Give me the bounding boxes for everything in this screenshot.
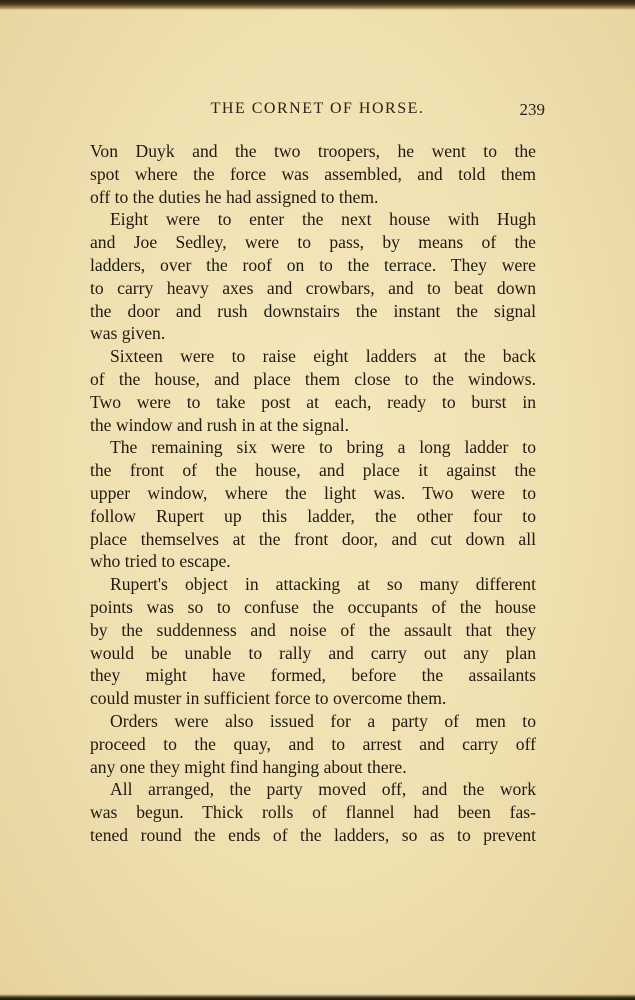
- text-line: was given.: [90, 323, 166, 344]
- text-line: upper window, where the light was. Two were to: [90, 482, 536, 503]
- page-top-edge-shadow: [0, 0, 635, 10]
- text-line: Orders were also issued for a party of men to: [110, 710, 536, 731]
- text-line: proceed to the quay, and to arrest and carry off: [90, 733, 536, 754]
- text-line: they might have formed, before the assailants: [90, 665, 536, 686]
- text-line: follow Rupert up this ladder, the other four to: [90, 505, 536, 526]
- running-title: THE CORNET OF HORSE.: [210, 100, 425, 117]
- text-line: of the house, and place them close to the windows.: [90, 368, 536, 389]
- text-line: who tried to escape.: [90, 551, 231, 572]
- text-line: the window and rush in at the signal.: [90, 414, 349, 435]
- text-line: Two were to take post at each, ready to burst in: [90, 391, 536, 412]
- text-line: could muster in sufficient force to overcome them.: [90, 688, 447, 709]
- page-number: 239: [519, 100, 545, 119]
- text-line: to carry heavy axes and crowbars, and to beat down: [90, 277, 536, 298]
- text-line: Eight were to enter the next house with Hugh: [110, 209, 536, 230]
- text-line: ladders, over the roof on to the terrace. They were: [90, 254, 536, 275]
- text-line: the door and rush downstairs the instant the signal: [90, 300, 536, 321]
- text-line: points was so to confuse the occupants of the house: [90, 596, 536, 617]
- text-line: All arranged, the party moved off, and the work: [110, 779, 536, 800]
- text-line: The remaining six were to bring a long ladder to: [110, 437, 536, 458]
- text-line: Sixteen were to raise eight ladders at the back: [110, 346, 536, 367]
- text-line: and Joe Sedley, were to pass, by means of the: [90, 232, 536, 253]
- text-line: would be unable to rally and carry out any plan: [90, 642, 536, 663]
- page-bottom-edge-shadow: [0, 994, 635, 1000]
- text-line: tened round the ends of the ladders, so as to prevent: [90, 824, 536, 845]
- text-line: Rupert's object in attacking at so many different: [110, 574, 536, 595]
- page-header: [90, 100, 545, 124]
- text-line: any one they might find hanging about there.: [90, 756, 407, 777]
- text-line: spot where the force was assembled, and told them: [90, 163, 536, 184]
- text-line: the front of the house, and place it against the: [90, 460, 536, 481]
- text-line: by the suddenness and noise of the assault that they: [90, 619, 536, 640]
- text-line: off to the duties he had assigned to them.: [90, 186, 379, 207]
- body-text: [90, 140, 536, 847]
- text-line: place themselves at the front door, and cut down all: [90, 528, 536, 549]
- text-line: Von Duyk and the two troopers, he went to the: [90, 141, 536, 161]
- text-line: was begun. Thick rolls of flannel had been fas-: [90, 802, 536, 823]
